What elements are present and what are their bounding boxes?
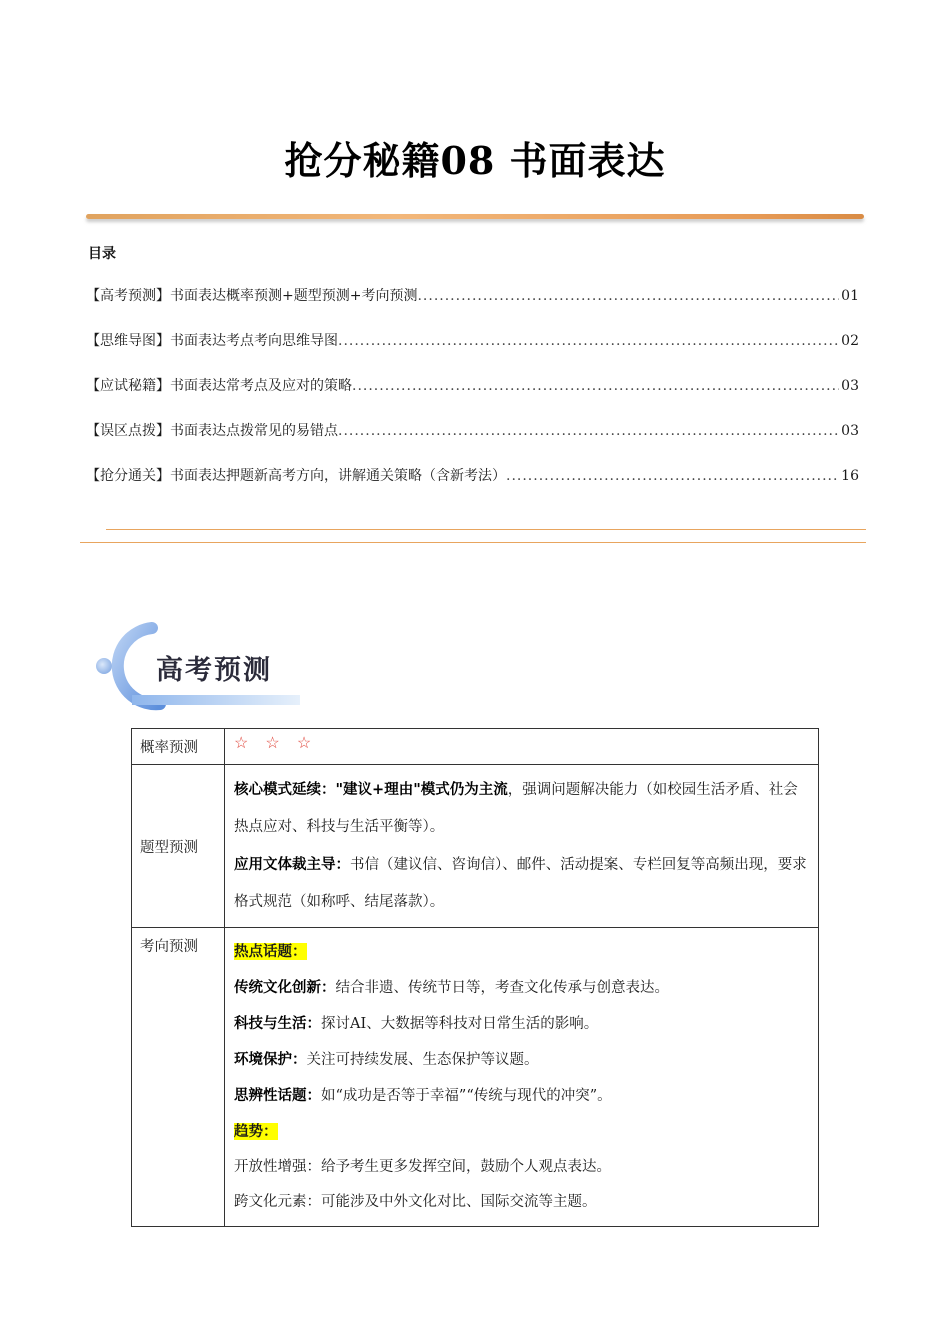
toc-leader-dots: [352, 376, 839, 396]
toc-item-page: 03: [841, 423, 859, 439]
trend-item: 开放性增强：给予考生更多发挥空间，鼓励个人观点表达。: [234, 1159, 611, 1175]
toc-item[interactable]: [86, 376, 859, 396]
probability-label: 概率预测: [132, 729, 225, 765]
toc-item-tag: 【误区点拨】: [86, 423, 170, 439]
toc-item-text: 书面表达押题新高考方向，讲解通关策略（含新考法）: [170, 468, 506, 484]
toc-item-page: 16: [841, 468, 859, 484]
toc-item-page: 02: [841, 333, 859, 349]
toc-item-tag: 【抢分通关】: [86, 468, 170, 484]
hot-topic-item: 环境保护：关注可持续发展、生态保护等议题。: [234, 1051, 539, 1068]
table-row: [132, 765, 819, 928]
toc-leader-dots: [506, 466, 839, 486]
toc-item-text: 书面表达概率预测+题型预测+考向预测: [170, 288, 418, 304]
section-divider-top: [106, 529, 866, 530]
hot-topic-item: 传统文化创新：结合非遗、传统节日等，考查文化传承与创意表达。: [234, 979, 669, 996]
toc-item-tag: 【高考预测】: [86, 288, 170, 304]
prediction-table: [131, 728, 819, 1227]
toc-item-page: 03: [841, 378, 859, 394]
toc-item-text: 书面表达常考点及应对的策略: [170, 378, 352, 394]
section-divider-bottom: [80, 542, 866, 543]
toc-leader-dots: [417, 286, 839, 306]
toc-item-tag: 【应试秘籍】: [86, 378, 170, 394]
section-heading: 高考预测: [156, 655, 272, 686]
hot-topic-item: 思辨性话题：如“成功是否等于幸福”“传统与现代的冲突”。: [234, 1087, 612, 1104]
toc-item[interactable]: [86, 331, 859, 351]
toc-item-text: 书面表达点拨常见的易错点: [170, 423, 338, 439]
toc-leader-dots: [338, 331, 839, 351]
toc-item-page: 01: [841, 288, 859, 304]
toc-heading: 目录: [88, 246, 116, 262]
hot-topics-heading: 热点话题：: [234, 943, 307, 960]
hot-topic-item: 科技与生活：探讨AI、大数据等科技对日常生活的影响。: [234, 1015, 599, 1032]
trend-heading: 趋势：: [234, 1123, 278, 1140]
toc-item[interactable]: [86, 286, 859, 306]
question-type-paragraph: 核心模式延续："建议+理由"模式仍为主流，强调问题解决能力（如校园生活矛盾、社会热点应对、科技与生活平衡等）。: [234, 781, 798, 835]
section-banner: [92, 618, 302, 712]
toc-item[interactable]: [86, 421, 859, 441]
question-type-label: 题型预测: [132, 765, 225, 928]
table-row: [132, 928, 819, 1227]
toc-item[interactable]: [86, 466, 859, 486]
title-divider: [86, 214, 864, 219]
star-rating: ☆ ☆ ☆: [234, 733, 318, 752]
direction-label: 考向预测: [132, 928, 225, 1227]
toc-leader-dots: [338, 421, 839, 441]
trend-item: 跨文化元素：可能涉及中外文化对比、国际交流等主题。: [234, 1194, 597, 1210]
question-type-paragraph: 应用文体裁主导：书信（建议信、咨询信）、邮件、活动提案、专栏回复等高频出现，要求格式规范（如称呼、结尾落款）。: [234, 856, 807, 910]
page-title: 抢分秘籍08 书面表达: [284, 138, 666, 183]
table-row: [132, 729, 819, 765]
toc-item-tag: 【思维导图】: [86, 333, 170, 349]
toc-item-text: 书面表达考点考向思维导图: [170, 333, 338, 349]
